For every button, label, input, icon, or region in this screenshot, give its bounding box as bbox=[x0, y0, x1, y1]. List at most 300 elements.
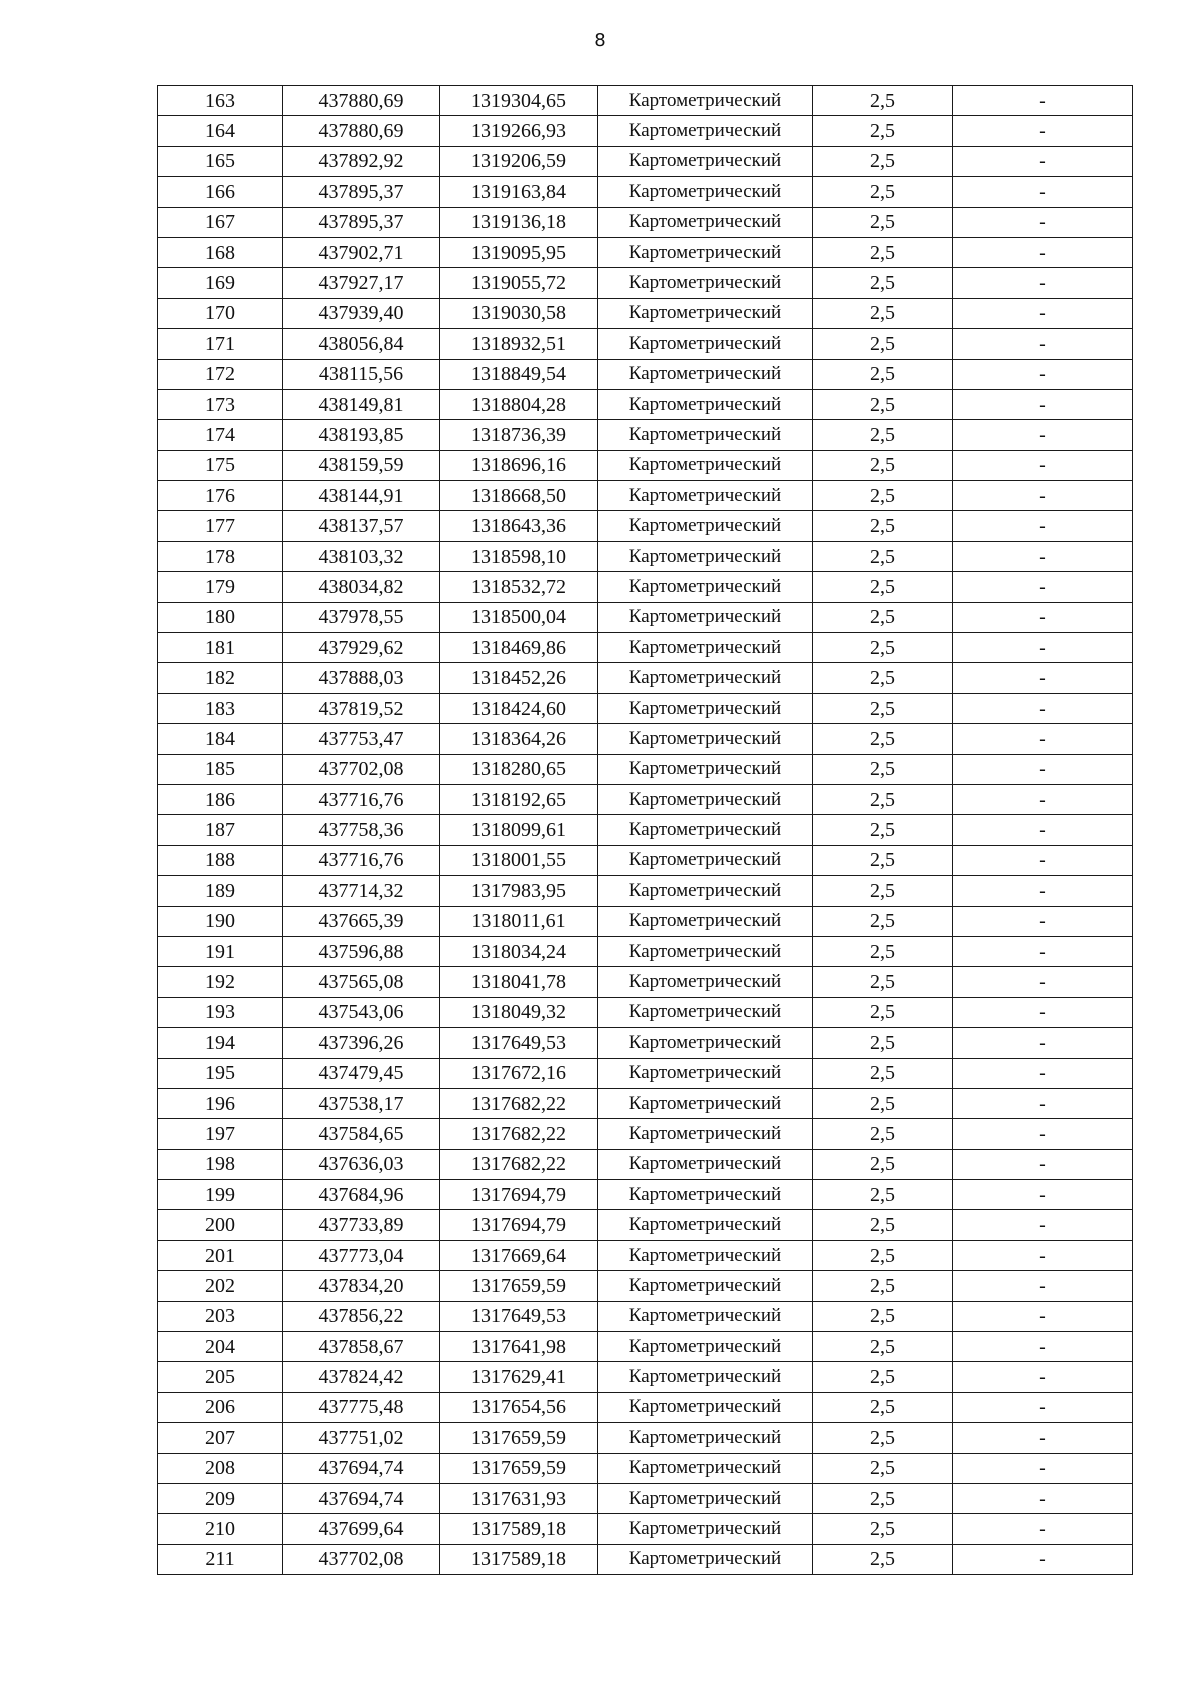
note-cell: - bbox=[953, 237, 1133, 267]
y-coordinate-cell: 1318804,28 bbox=[440, 389, 598, 419]
method-cell: Картометрический bbox=[598, 693, 813, 723]
accuracy-cell: 2,5 bbox=[813, 876, 953, 906]
y-coordinate-cell: 1317983,95 bbox=[440, 876, 598, 906]
point-number-cell: 197 bbox=[158, 1119, 283, 1149]
table-row bbox=[158, 784, 1133, 814]
table-row bbox=[158, 1180, 1133, 1210]
y-coordinate-cell: 1318932,51 bbox=[440, 329, 598, 359]
y-coordinate-cell: 1318696,16 bbox=[440, 450, 598, 480]
method-cell: Картометрический bbox=[598, 936, 813, 966]
accuracy-cell: 2,5 bbox=[813, 724, 953, 754]
point-number-cell: 164 bbox=[158, 116, 283, 146]
table-row bbox=[158, 1423, 1133, 1453]
point-number-cell: 189 bbox=[158, 876, 283, 906]
table-row bbox=[158, 1149, 1133, 1179]
point-number-cell: 179 bbox=[158, 572, 283, 602]
point-number-cell: 173 bbox=[158, 389, 283, 419]
y-coordinate-cell: 1317659,59 bbox=[440, 1453, 598, 1483]
accuracy-cell: 2,5 bbox=[813, 146, 953, 176]
table-row bbox=[158, 420, 1133, 450]
method-cell: Картометрический bbox=[598, 1180, 813, 1210]
accuracy-cell: 2,5 bbox=[813, 1332, 953, 1362]
note-cell: - bbox=[953, 1544, 1133, 1574]
accuracy-cell: 2,5 bbox=[813, 1210, 953, 1240]
accuracy-cell: 2,5 bbox=[813, 1088, 953, 1118]
table-row bbox=[158, 237, 1133, 267]
x-coordinate-cell: 437753,47 bbox=[283, 724, 440, 754]
x-coordinate-cell: 437856,22 bbox=[283, 1301, 440, 1331]
point-number-cell: 201 bbox=[158, 1240, 283, 1270]
page-number: 8 bbox=[594, 30, 606, 51]
table-row bbox=[158, 845, 1133, 875]
table-row bbox=[158, 1240, 1133, 1270]
table-row bbox=[158, 1514, 1133, 1544]
accuracy-cell: 2,5 bbox=[813, 754, 953, 784]
table-row bbox=[158, 298, 1133, 328]
point-number-cell: 208 bbox=[158, 1453, 283, 1483]
table-row bbox=[158, 602, 1133, 632]
accuracy-cell: 2,5 bbox=[813, 207, 953, 237]
y-coordinate-cell: 1317649,53 bbox=[440, 1301, 598, 1331]
y-coordinate-cell: 1319095,95 bbox=[440, 237, 598, 267]
accuracy-cell: 2,5 bbox=[813, 1453, 953, 1483]
method-cell: Картометрический bbox=[598, 724, 813, 754]
y-coordinate-cell: 1318049,32 bbox=[440, 997, 598, 1027]
y-coordinate-cell: 1317631,93 bbox=[440, 1483, 598, 1513]
accuracy-cell: 2,5 bbox=[813, 450, 953, 480]
y-coordinate-cell: 1319304,65 bbox=[440, 86, 598, 116]
accuracy-cell: 2,5 bbox=[813, 1544, 953, 1574]
x-coordinate-cell: 437773,04 bbox=[283, 1240, 440, 1270]
y-coordinate-cell: 1318736,39 bbox=[440, 420, 598, 450]
x-coordinate-cell: 437895,37 bbox=[283, 207, 440, 237]
y-coordinate-cell: 1319206,59 bbox=[440, 146, 598, 176]
x-coordinate-cell: 437751,02 bbox=[283, 1423, 440, 1453]
note-cell: - bbox=[953, 845, 1133, 875]
note-cell: - bbox=[953, 815, 1133, 845]
note-cell: - bbox=[953, 1423, 1133, 1453]
table-row bbox=[158, 997, 1133, 1027]
accuracy-cell: 2,5 bbox=[813, 1483, 953, 1513]
method-cell: Картометрический bbox=[598, 146, 813, 176]
accuracy-cell: 2,5 bbox=[813, 420, 953, 450]
accuracy-cell: 2,5 bbox=[813, 906, 953, 936]
y-coordinate-cell: 1318192,65 bbox=[440, 784, 598, 814]
accuracy-cell: 2,5 bbox=[813, 693, 953, 723]
note-cell: - bbox=[953, 602, 1133, 632]
accuracy-cell: 2,5 bbox=[813, 481, 953, 511]
x-coordinate-cell: 437858,67 bbox=[283, 1332, 440, 1362]
point-number-cell: 177 bbox=[158, 511, 283, 541]
point-number-cell: 194 bbox=[158, 1028, 283, 1058]
x-coordinate-cell: 437824,42 bbox=[283, 1362, 440, 1392]
method-cell: Картометрический bbox=[598, 754, 813, 784]
table-row bbox=[158, 967, 1133, 997]
note-cell: - bbox=[953, 1453, 1133, 1483]
note-cell: - bbox=[953, 359, 1133, 389]
y-coordinate-cell: 1317659,59 bbox=[440, 1271, 598, 1301]
y-coordinate-cell: 1317654,56 bbox=[440, 1392, 598, 1422]
method-cell: Картометрический bbox=[598, 511, 813, 541]
x-coordinate-cell: 437479,45 bbox=[283, 1058, 440, 1088]
accuracy-cell: 2,5 bbox=[813, 815, 953, 845]
note-cell: - bbox=[953, 572, 1133, 602]
point-number-cell: 184 bbox=[158, 724, 283, 754]
x-coordinate-cell: 438144,91 bbox=[283, 481, 440, 511]
y-coordinate-cell: 1317694,79 bbox=[440, 1210, 598, 1240]
point-number-cell: 180 bbox=[158, 602, 283, 632]
y-coordinate-cell: 1317629,41 bbox=[440, 1362, 598, 1392]
x-coordinate-cell: 438115,56 bbox=[283, 359, 440, 389]
note-cell: - bbox=[953, 1301, 1133, 1331]
table-row bbox=[158, 906, 1133, 936]
method-cell: Картометрический bbox=[598, 1271, 813, 1301]
accuracy-cell: 2,5 bbox=[813, 967, 953, 997]
x-coordinate-cell: 437892,92 bbox=[283, 146, 440, 176]
method-cell: Картометрический bbox=[598, 1149, 813, 1179]
point-number-cell: 193 bbox=[158, 997, 283, 1027]
method-cell: Картометрический bbox=[598, 1088, 813, 1118]
method-cell: Картометрический bbox=[598, 420, 813, 450]
method-cell: Картометрический bbox=[598, 997, 813, 1027]
y-coordinate-cell: 1318500,04 bbox=[440, 602, 598, 632]
y-coordinate-cell: 1317682,22 bbox=[440, 1149, 598, 1179]
point-number-cell: 210 bbox=[158, 1514, 283, 1544]
note-cell: - bbox=[953, 511, 1133, 541]
point-number-cell: 186 bbox=[158, 784, 283, 814]
accuracy-cell: 2,5 bbox=[813, 1423, 953, 1453]
point-number-cell: 178 bbox=[158, 541, 283, 571]
x-coordinate-cell: 437716,76 bbox=[283, 784, 440, 814]
accuracy-cell: 2,5 bbox=[813, 1119, 953, 1149]
method-cell: Картометрический bbox=[598, 845, 813, 875]
y-coordinate-cell: 1318469,86 bbox=[440, 633, 598, 663]
note-cell: - bbox=[953, 1149, 1133, 1179]
x-coordinate-cell: 437895,37 bbox=[283, 177, 440, 207]
table-row bbox=[158, 1028, 1133, 1058]
method-cell: Картометрический bbox=[598, 329, 813, 359]
accuracy-cell: 2,5 bbox=[813, 1149, 953, 1179]
note-cell: - bbox=[953, 1514, 1133, 1544]
point-number-cell: 205 bbox=[158, 1362, 283, 1392]
table-row bbox=[158, 754, 1133, 784]
table-row bbox=[158, 1088, 1133, 1118]
note-cell: - bbox=[953, 724, 1133, 754]
note-cell: - bbox=[953, 1088, 1133, 1118]
point-number-cell: 181 bbox=[158, 633, 283, 663]
method-cell: Картометрический bbox=[598, 602, 813, 632]
method-cell: Картометрический bbox=[598, 177, 813, 207]
note-cell: - bbox=[953, 1240, 1133, 1270]
table-row bbox=[158, 936, 1133, 966]
accuracy-cell: 2,5 bbox=[813, 1240, 953, 1270]
note-cell: - bbox=[953, 1362, 1133, 1392]
point-number-cell: 174 bbox=[158, 420, 283, 450]
table-row bbox=[158, 481, 1133, 511]
point-number-cell: 167 bbox=[158, 207, 283, 237]
accuracy-cell: 2,5 bbox=[813, 1180, 953, 1210]
method-cell: Картометрический bbox=[598, 1423, 813, 1453]
point-number-cell: 175 bbox=[158, 450, 283, 480]
table-row bbox=[158, 1392, 1133, 1422]
table-row bbox=[158, 207, 1133, 237]
note-cell: - bbox=[953, 207, 1133, 237]
method-cell: Картометрический bbox=[598, 481, 813, 511]
y-coordinate-cell: 1318849,54 bbox=[440, 359, 598, 389]
method-cell: Картометрический bbox=[598, 389, 813, 419]
point-number-cell: 165 bbox=[158, 146, 283, 176]
coordinates-table bbox=[157, 85, 1133, 1575]
point-number-cell: 192 bbox=[158, 967, 283, 997]
accuracy-cell: 2,5 bbox=[813, 1514, 953, 1544]
accuracy-cell: 2,5 bbox=[813, 268, 953, 298]
x-coordinate-cell: 437596,88 bbox=[283, 936, 440, 966]
accuracy-cell: 2,5 bbox=[813, 389, 953, 419]
accuracy-cell: 2,5 bbox=[813, 572, 953, 602]
y-coordinate-cell: 1318280,65 bbox=[440, 754, 598, 784]
point-number-cell: 163 bbox=[158, 86, 283, 116]
x-coordinate-cell: 437702,08 bbox=[283, 754, 440, 784]
y-coordinate-cell: 1318668,50 bbox=[440, 481, 598, 511]
note-cell: - bbox=[953, 967, 1133, 997]
x-coordinate-cell: 438056,84 bbox=[283, 329, 440, 359]
point-number-cell: 171 bbox=[158, 329, 283, 359]
note-cell: - bbox=[953, 1028, 1133, 1058]
note-cell: - bbox=[953, 1483, 1133, 1513]
y-coordinate-cell: 1317589,18 bbox=[440, 1514, 598, 1544]
method-cell: Картометрический bbox=[598, 1362, 813, 1392]
x-coordinate-cell: 438103,32 bbox=[283, 541, 440, 571]
method-cell: Картометрический bbox=[598, 876, 813, 906]
accuracy-cell: 2,5 bbox=[813, 602, 953, 632]
method-cell: Картометрический bbox=[598, 663, 813, 693]
note-cell: - bbox=[953, 1271, 1133, 1301]
method-cell: Картометрический bbox=[598, 572, 813, 602]
x-coordinate-cell: 437834,20 bbox=[283, 1271, 440, 1301]
point-number-cell: 190 bbox=[158, 906, 283, 936]
method-cell: Картометрический bbox=[598, 1028, 813, 1058]
note-cell: - bbox=[953, 1332, 1133, 1362]
point-number-cell: 211 bbox=[158, 1544, 283, 1574]
y-coordinate-cell: 1317649,53 bbox=[440, 1028, 598, 1058]
accuracy-cell: 2,5 bbox=[813, 541, 953, 571]
point-number-cell: 198 bbox=[158, 1149, 283, 1179]
table-row bbox=[158, 572, 1133, 602]
accuracy-cell: 2,5 bbox=[813, 997, 953, 1027]
y-coordinate-cell: 1318364,26 bbox=[440, 724, 598, 754]
method-cell: Картометрический bbox=[598, 541, 813, 571]
method-cell: Картометрический bbox=[598, 1210, 813, 1240]
method-cell: Картометрический bbox=[598, 116, 813, 146]
point-number-cell: 204 bbox=[158, 1332, 283, 1362]
x-coordinate-cell: 437819,52 bbox=[283, 693, 440, 723]
note-cell: - bbox=[953, 450, 1133, 480]
y-coordinate-cell: 1317682,22 bbox=[440, 1088, 598, 1118]
x-coordinate-cell: 437543,06 bbox=[283, 997, 440, 1027]
table-row bbox=[158, 1271, 1133, 1301]
y-coordinate-cell: 1317589,18 bbox=[440, 1544, 598, 1574]
x-coordinate-cell: 437665,39 bbox=[283, 906, 440, 936]
y-coordinate-cell: 1318424,60 bbox=[440, 693, 598, 723]
table-row bbox=[158, 511, 1133, 541]
point-number-cell: 176 bbox=[158, 481, 283, 511]
table-row bbox=[158, 633, 1133, 663]
note-cell: - bbox=[953, 146, 1133, 176]
point-number-cell: 206 bbox=[158, 1392, 283, 1422]
y-coordinate-cell: 1317659,59 bbox=[440, 1423, 598, 1453]
point-number-cell: 172 bbox=[158, 359, 283, 389]
y-coordinate-cell: 1318452,26 bbox=[440, 663, 598, 693]
method-cell: Картометрический bbox=[598, 1119, 813, 1149]
x-coordinate-cell: 438034,82 bbox=[283, 572, 440, 602]
accuracy-cell: 2,5 bbox=[813, 1271, 953, 1301]
x-coordinate-cell: 437758,36 bbox=[283, 815, 440, 845]
y-coordinate-cell: 1318532,72 bbox=[440, 572, 598, 602]
accuracy-cell: 2,5 bbox=[813, 511, 953, 541]
x-coordinate-cell: 437538,17 bbox=[283, 1088, 440, 1118]
y-coordinate-cell: 1317672,16 bbox=[440, 1058, 598, 1088]
point-number-cell: 191 bbox=[158, 936, 283, 966]
note-cell: - bbox=[953, 1392, 1133, 1422]
y-coordinate-cell: 1319136,18 bbox=[440, 207, 598, 237]
point-number-cell: 203 bbox=[158, 1301, 283, 1331]
note-cell: - bbox=[953, 1180, 1133, 1210]
method-cell: Картометрический bbox=[598, 450, 813, 480]
point-number-cell: 199 bbox=[158, 1180, 283, 1210]
method-cell: Картометрический bbox=[598, 86, 813, 116]
point-number-cell: 168 bbox=[158, 237, 283, 267]
point-number-cell: 185 bbox=[158, 754, 283, 784]
method-cell: Картометрический bbox=[598, 359, 813, 389]
method-cell: Картометрический bbox=[598, 1514, 813, 1544]
note-cell: - bbox=[953, 906, 1133, 936]
x-coordinate-cell: 438149,81 bbox=[283, 389, 440, 419]
point-number-cell: 188 bbox=[158, 845, 283, 875]
table-row bbox=[158, 116, 1133, 146]
method-cell: Картометрический bbox=[598, 1301, 813, 1331]
x-coordinate-cell: 437978,55 bbox=[283, 602, 440, 632]
y-coordinate-cell: 1317669,64 bbox=[440, 1240, 598, 1270]
accuracy-cell: 2,5 bbox=[813, 329, 953, 359]
accuracy-cell: 2,5 bbox=[813, 1392, 953, 1422]
method-cell: Картометрический bbox=[598, 815, 813, 845]
y-coordinate-cell: 1318099,61 bbox=[440, 815, 598, 845]
x-coordinate-cell: 437396,26 bbox=[283, 1028, 440, 1058]
note-cell: - bbox=[953, 784, 1133, 814]
table-row bbox=[158, 1210, 1133, 1240]
x-coordinate-cell: 438159,59 bbox=[283, 450, 440, 480]
point-number-cell: 207 bbox=[158, 1423, 283, 1453]
y-coordinate-cell: 1319266,93 bbox=[440, 116, 598, 146]
method-cell: Картометрический bbox=[598, 1058, 813, 1088]
y-coordinate-cell: 1319055,72 bbox=[440, 268, 598, 298]
method-cell: Картометрический bbox=[598, 633, 813, 663]
note-cell: - bbox=[953, 541, 1133, 571]
method-cell: Картометрический bbox=[598, 268, 813, 298]
table-row bbox=[158, 359, 1133, 389]
point-number-cell: 196 bbox=[158, 1088, 283, 1118]
x-coordinate-cell: 437880,69 bbox=[283, 86, 440, 116]
table-row bbox=[158, 1544, 1133, 1574]
accuracy-cell: 2,5 bbox=[813, 845, 953, 875]
method-cell: Картометрический bbox=[598, 1483, 813, 1513]
note-cell: - bbox=[953, 997, 1133, 1027]
accuracy-cell: 2,5 bbox=[813, 1058, 953, 1088]
accuracy-cell: 2,5 bbox=[813, 116, 953, 146]
note-cell: - bbox=[953, 298, 1133, 328]
x-coordinate-cell: 437699,64 bbox=[283, 1514, 440, 1544]
accuracy-cell: 2,5 bbox=[813, 663, 953, 693]
x-coordinate-cell: 437733,89 bbox=[283, 1210, 440, 1240]
method-cell: Картометрический bbox=[598, 784, 813, 814]
x-coordinate-cell: 437714,32 bbox=[283, 876, 440, 906]
note-cell: - bbox=[953, 936, 1133, 966]
point-number-cell: 166 bbox=[158, 177, 283, 207]
y-coordinate-cell: 1318034,24 bbox=[440, 936, 598, 966]
table-row bbox=[158, 1453, 1133, 1483]
accuracy-cell: 2,5 bbox=[813, 1028, 953, 1058]
note-cell: - bbox=[953, 329, 1133, 359]
x-coordinate-cell: 437927,17 bbox=[283, 268, 440, 298]
table-row bbox=[158, 146, 1133, 176]
note-cell: - bbox=[953, 1058, 1133, 1088]
table-row bbox=[158, 724, 1133, 754]
table-row bbox=[158, 86, 1133, 116]
table-row bbox=[158, 663, 1133, 693]
y-coordinate-cell: 1318643,36 bbox=[440, 511, 598, 541]
method-cell: Картометрический bbox=[598, 298, 813, 328]
note-cell: - bbox=[953, 663, 1133, 693]
table-row bbox=[158, 268, 1133, 298]
note-cell: - bbox=[953, 177, 1133, 207]
note-cell: - bbox=[953, 1210, 1133, 1240]
method-cell: Картометрический bbox=[598, 1392, 813, 1422]
point-number-cell: 183 bbox=[158, 693, 283, 723]
y-coordinate-cell: 1319163,84 bbox=[440, 177, 598, 207]
note-cell: - bbox=[953, 1119, 1133, 1149]
note-cell: - bbox=[953, 86, 1133, 116]
accuracy-cell: 2,5 bbox=[813, 86, 953, 116]
method-cell: Картометрический bbox=[598, 1332, 813, 1362]
x-coordinate-cell: 437694,74 bbox=[283, 1483, 440, 1513]
x-coordinate-cell: 437702,08 bbox=[283, 1544, 440, 1574]
x-coordinate-cell: 437636,03 bbox=[283, 1149, 440, 1179]
y-coordinate-cell: 1317694,79 bbox=[440, 1180, 598, 1210]
point-number-cell: 195 bbox=[158, 1058, 283, 1088]
method-cell: Картометрический bbox=[598, 237, 813, 267]
point-number-cell: 170 bbox=[158, 298, 283, 328]
method-cell: Картометрический bbox=[598, 906, 813, 936]
point-number-cell: 187 bbox=[158, 815, 283, 845]
y-coordinate-cell: 1318001,55 bbox=[440, 845, 598, 875]
x-coordinate-cell: 437694,74 bbox=[283, 1453, 440, 1483]
note-cell: - bbox=[953, 693, 1133, 723]
note-cell: - bbox=[953, 481, 1133, 511]
accuracy-cell: 2,5 bbox=[813, 633, 953, 663]
table-row bbox=[158, 1332, 1133, 1362]
x-coordinate-cell: 437880,69 bbox=[283, 116, 440, 146]
x-coordinate-cell: 437929,62 bbox=[283, 633, 440, 663]
coordinates-table-body bbox=[158, 86, 1133, 1575]
accuracy-cell: 2,5 bbox=[813, 359, 953, 389]
note-cell: - bbox=[953, 116, 1133, 146]
accuracy-cell: 2,5 bbox=[813, 177, 953, 207]
table-row bbox=[158, 876, 1133, 906]
accuracy-cell: 2,5 bbox=[813, 237, 953, 267]
x-coordinate-cell: 437584,65 bbox=[283, 1119, 440, 1149]
y-coordinate-cell: 1318598,10 bbox=[440, 541, 598, 571]
method-cell: Картометрический bbox=[598, 207, 813, 237]
